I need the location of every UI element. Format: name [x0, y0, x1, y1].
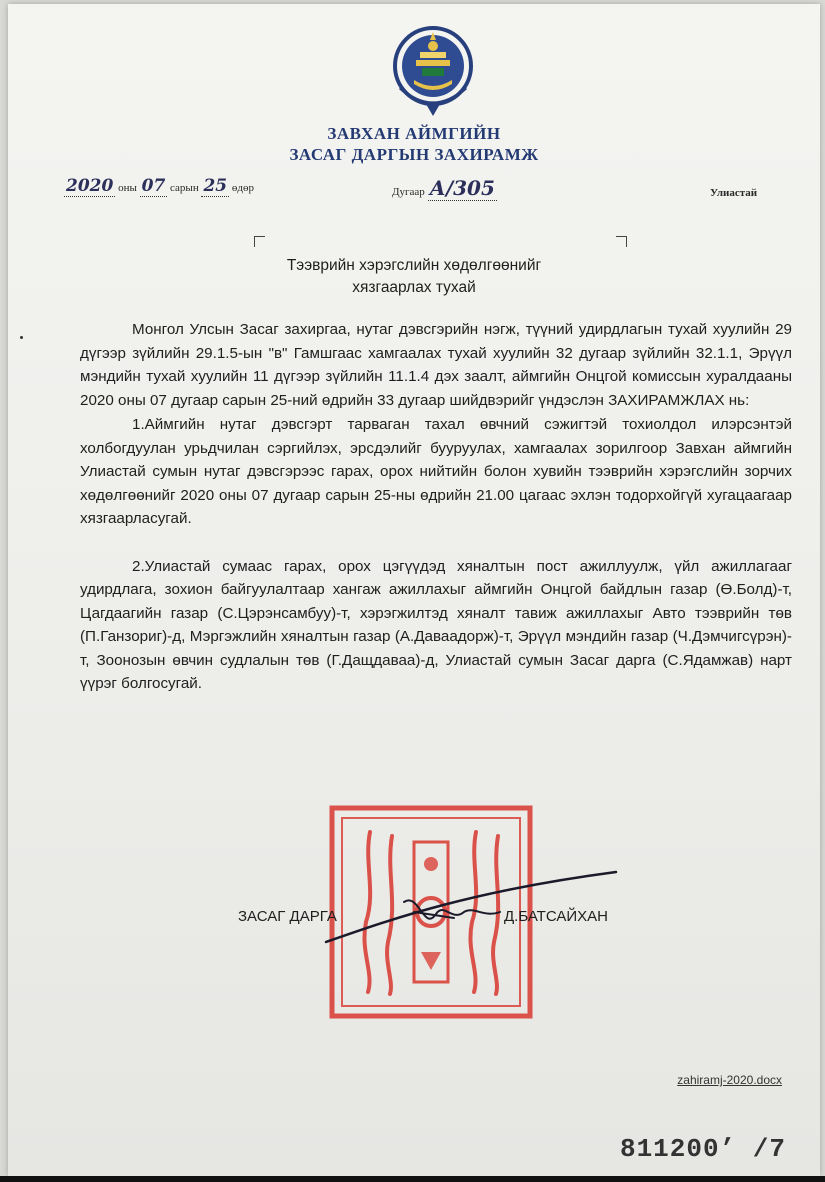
serial-number: 811200’ /7: [619, 1134, 786, 1164]
date-line: [64, 176, 254, 197]
speck: [20, 336, 23, 339]
item-1-paragraph: 1.Аймгийн нутаг дэвсгэрт тарваган тахал өвчний сэжигтэй тохиолдол илэрсэнтэй холбогдуулан урьдчилан сэргийлэх, эрсдэлийг бууруулах, хамгаалах зорилгоор Завхан аймгийн Улиастай сумын нутаг дэвсгэрээс гарах, орох нийтийн болон хувийн тээврийн хэрэгслийн зорчих хөдөлгөөнийг 2020 оны 07 дугаар сарын 25-ны өдрийн 21.00 цагаас эхлэн тодорхойгүй хугацаагаар хязгаарласугай.: [80, 416, 792, 527]
document-page: [8, 4, 820, 1176]
signatory-name: Д.БАТСАЙХАН: [504, 908, 608, 925]
state-emblem-icon: [386, 22, 480, 122]
handwritten-signature-icon: [324, 862, 624, 952]
signatory-title: ЗАСАГ ДАРГА: [238, 908, 337, 925]
date-year-label: оны: [118, 182, 137, 194]
title-line1: Тээврийн хэрэгслийн хөдөлгөөнийг: [286, 257, 542, 274]
date-day: 25: [203, 176, 228, 196]
place-label: Улиастай: [710, 187, 758, 199]
date-year: 2020: [66, 176, 114, 196]
title-line2: хязгаарлах тухай: [352, 279, 476, 296]
file-name: zahiramj-2020.docx: [677, 1073, 782, 1087]
org-name-line2: ЗАСАГ ДАРГЫН ЗАХИРАМЖ: [289, 145, 539, 164]
date-month-label: сарын: [170, 182, 199, 194]
photo-edge: [0, 1176, 825, 1182]
document-number: А/305: [429, 176, 495, 200]
org-name-line1: ЗАВХАН АЙМГИЙН: [327, 124, 501, 143]
preamble-paragraph: Монгол Улсын Засаг захиргаа, нутаг дэвсгэрийн нэгж, түүний удирдлагын тухай хуулийн 29 дүгээр зүйлийн 29.1.5-ын "в" Гамшгаас хамгаалах тухай хуулийн 32 дугаар зүйлийн 32.1.1, Эрүүл мэндийн тухай хуулийн 11 дүгээр зүйлийн 11.1.4 дэх заалт, аймгийн Онцгой комиссын хуралдааны 2020 оны 07 дугаар сарын 25-ний өдрийн 33 дугаар шийдвэрийг үндэслэн ЗАХИРАМЖЛАХ нь:: [80, 321, 792, 409]
item-2-paragraph: 2.Улиастай сумаас гарах, орох цэгүүдэд хяналтын пост ажиллуулж, үйл ажиллагааг удирдлага, зохион байгуулалтаар хангаж ажиллахыг аймгийн Онцгой байдлын газар (Ө.Болд)-т, Цагдаагийн газар (С.Цэрэнсамбуу)-т, хэрэгжилтэд хяналт тавиж ажиллахыг Авто тээврийн төв (П.Ганзориг)-д, Мэргэжлийн хяналтын газар (А.Даваадорж)-т, Эрүүл мэндийн газар (Ч.Дэмчигсүрэн)-т, Зоонозын өвчин судлалын төв (Г.Дащдаваа)-д, Улиастай сумын Засаг дарга (С.Ядамжав) нарт үүрэг болгосугай.: [80, 557, 792, 692]
date-day-label: өдөр: [231, 182, 254, 194]
number-label: Дугаар: [392, 186, 425, 198]
decree-body: [80, 318, 792, 696]
number-line: [392, 176, 497, 201]
bracket-left: [254, 236, 265, 247]
date-month: 07: [141, 176, 166, 196]
bracket-right: [616, 236, 627, 247]
